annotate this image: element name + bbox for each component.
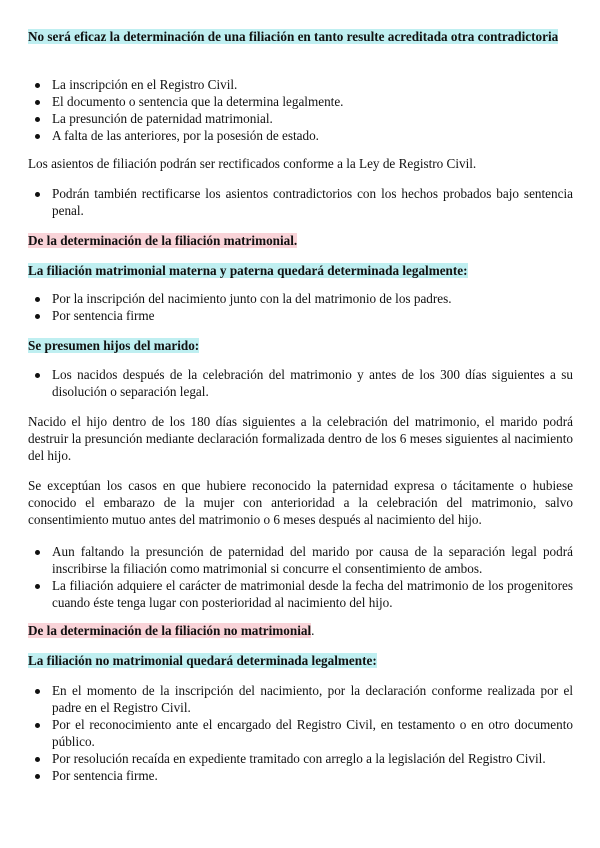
- list-presuncion: [28, 366, 573, 400]
- list-materna-paterna: [28, 290, 573, 324]
- list-item: A falta de las anteriores, por la posesión de estado.: [28, 127, 573, 144]
- list-item: Podrán también rectificarse los asientos contradictorios con los hechos probados bajo sentencia penal.: [28, 185, 573, 219]
- list-item: Aun faltando la presunción de paternidad del marido por causa de la separación legal podrá inscribirse la filiación como matrimonial si concurre el consentimiento de ambos.: [28, 543, 573, 577]
- paragraph-excepciones: Se exceptúan los casos en que hubiere reconocido la paternidad expresa o tácitamente o hubiese conocido el embarazo de la mujer con anterioridad a la celebración del matrimonio, salvo consentimiento mutuo antes del matrimonio o 6 meses después al nacimiento del hijo.: [28, 478, 573, 527]
- list-item: La filiación adquiere el carácter de matrimonial desde la fecha del matrimonio de los progenitores cuando éste tenga lugar con posterioridad al nacimiento del hijo.: [28, 577, 573, 611]
- list-item: La inscripción en el Registro Civil.: [28, 76, 573, 93]
- heading-filiacion-no-matrimonial: De la determinación de la filiación no matrimonial.: [28, 623, 315, 638]
- list-separacion: [28, 543, 573, 611]
- list-item: Por sentencia firme.: [28, 767, 573, 784]
- list-no-matrimonial: [28, 682, 573, 784]
- list-item: Por resolución recaída en expediente tramitado con arreglo a la legislación del Registro Civil.: [28, 750, 573, 767]
- heading-eficacia: No será eficaz la determinación de una filiación en tanto resulte acreditada otra contradictoria: [28, 29, 559, 44]
- heading-no-matrimonial-legalmente: La filiación no matrimonial quedará determinada legalmente:: [28, 653, 377, 668]
- list-rectificacion: [28, 185, 573, 219]
- list-item: La presunción de paternidad matrimonial.: [28, 110, 573, 127]
- list-item: En el momento de la inscripción del nacimiento, por la declaración conforme realizada por el padre en el Registro Civil.: [28, 682, 573, 716]
- list-item: Por sentencia firme: [28, 307, 573, 324]
- paragraph-180-dias: Nacido el hijo dentro de los 180 días siguientes a la celebración del matrimonio, el marido podrá destruir la presunción mediante declaración formalizada dentro de los 6 meses siguientes al nacimiento del hijo.: [28, 414, 573, 463]
- heading-presuncion: Se presumen hijos del marido:: [28, 338, 200, 353]
- list-item: Los nacidos después de la celebración del matrimonio y antes de los 300 días siguientes a su disolución o separación legal.: [28, 366, 573, 400]
- list-item: El documento o sentencia que la determina legalmente.: [28, 93, 573, 110]
- paragraph-rectificacion: Los asientos de filiación podrán ser rectificados conforme a la Ley de Registro Civil.: [28, 156, 477, 171]
- list-determinacion: [28, 76, 573, 144]
- heading-filiacion-matrimonial: De la determinación de la filiación matrimonial.: [28, 233, 298, 248]
- list-item: Por el reconocimiento ante el encargado del Registro Civil, en testamento o en otro documento público.: [28, 716, 573, 750]
- list-item: Por la inscripción del nacimiento junto con la del matrimonio de los padres.: [28, 290, 573, 307]
- heading-determinada-legalmente: La filiación matrimonial materna y paterna quedará determinada legalmente:: [28, 263, 468, 278]
